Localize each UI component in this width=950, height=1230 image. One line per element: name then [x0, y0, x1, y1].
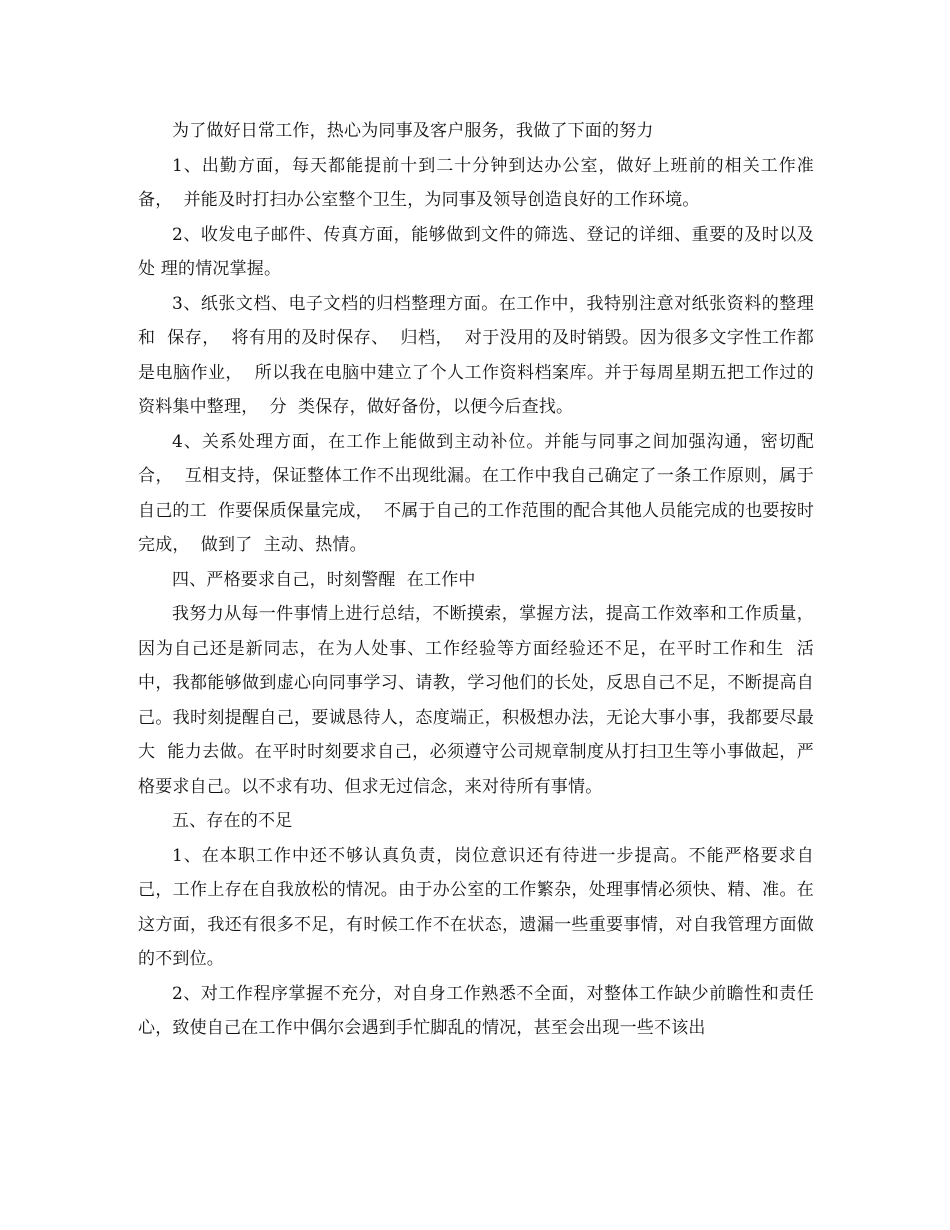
paragraph-email-fax: 2、收发电子邮件、传真方面，能够做到文件的筛选、登记的详细、重要的及时以及处 理的情况掌握。: [138, 224, 814, 279]
paragraph-attendance: 1、出勤方面，每天都能提前十到二十分钟到达办公室，做好上班前的相关工作准备， 并能及时打扫办公室整个卫生，为同事及领导创造良好的工作环境。: [138, 155, 814, 210]
paragraph-intro: 为了做好日常工作，热心为同事及客户服务，我做了下面的努力: [172, 121, 654, 141]
section-heading-strict: 四、严格要求自己，时刻警醒 在工作中: [172, 569, 476, 590]
paragraph-relations: 4、关系处理方面，在工作上能做到主动补位。并能与同事之间加强沟通，密切配合， 互相支持，保证整体工作不出现纰漏。在工作中我自己确定了一条工作原则，属于自己的工 作要保质保量完成， 不属于自己的工作范围的配合其他人员能完成的也要按时完成， 做到了 主动、热情。: [138, 431, 815, 555]
paragraph-effort: 我努力从每一件事情上进行总结，不断摸索，掌握方法，提高工作效率和工作质量，因为自己还是新同志，在为人处事、工作经验等方面经验还不足，在平时工作和生 活中，我都能够做到虚心向同事学习、请教，学习他们的长处，反思自己不足，不断提高自己。我时刻提醒自己，要诚恳待人，态度端正，积极想办法，无论大事小事，我都要尽最大 能力去做。在平时时刻要求自己，必须遵守公司规章制度从打扫卫生等小事做起，严格要求自己。以不求有功、但求无过信念，来对待所有事情。: [138, 604, 814, 797]
paragraph-shortcoming-2: 2、对工作程序掌握不充分，对自身工作熟悉不全面，对整体工作缺少前瞻性和责任心，致使自己在工作中偶尔会遇到手忙脚乱的情况，甚至会出现一些不该出: [138, 983, 814, 1038]
paragraph-filing: 3、纸张文档、电子文档的归档整理方面。在工作中，我特别注意对纸张资料的整理和 保存， 将有用的及时保存、 归档， 对于没用的及时销毁。因为很多文字性工作都是电脑作业， 所以我在电脑中建立了个人工作资料档案库。并于每周星期五把工作过的资料集中整理， 分 类保存，做好备份，以便今后查找。: [138, 293, 814, 417]
section-heading-shortcomings: 五、存在的不足: [172, 811, 293, 831]
document-body: [138, 114, 814, 1046]
paragraph-shortcoming-1: 1、在本职工作中还不够认真负责，岗位意识还有待进一步提高。不能严格要求自己，工作上存在自我放松的情况。由于办公室的工作繁杂，处理事情必须快、精、准。在这方面，我还有很多不足，有时候工作不在状态，遗漏一些重要事情，对自我管理方面做的不到位。: [138, 845, 814, 969]
